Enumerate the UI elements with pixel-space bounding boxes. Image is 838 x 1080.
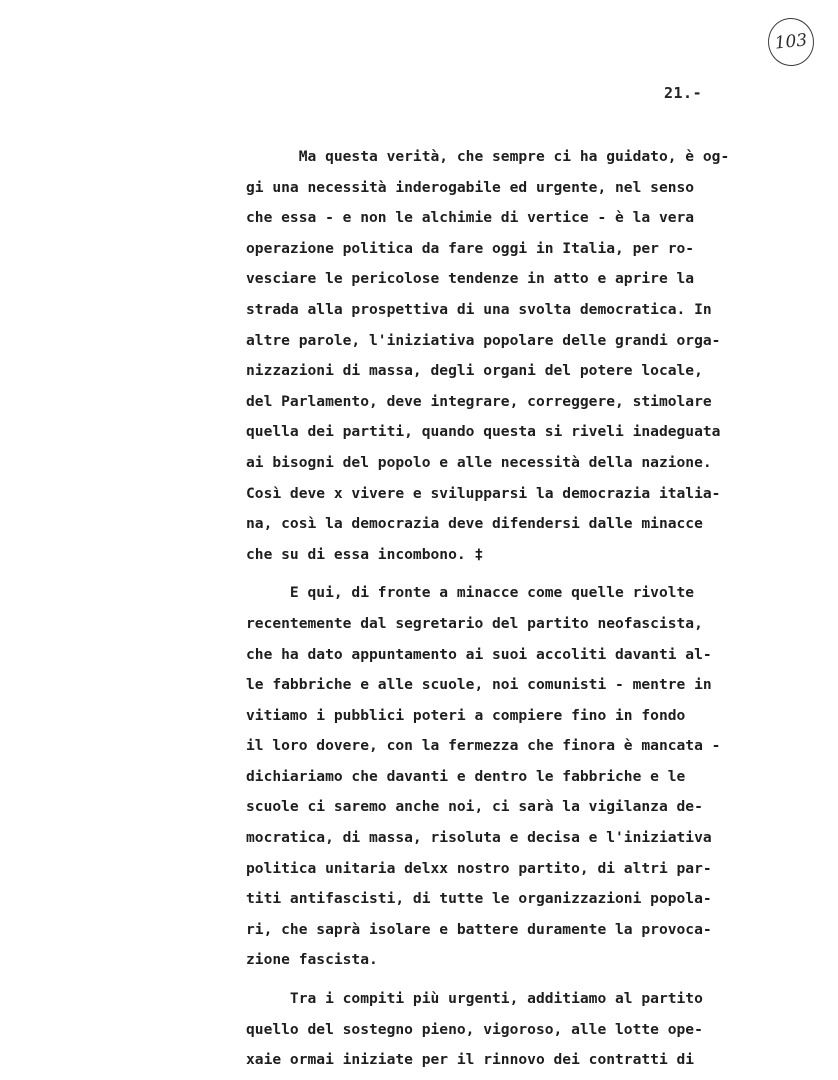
text-line: titi antifascisti, di tutte le organizzazioni popola- [246, 890, 712, 908]
text-line: le fabbriche e alle scuole, noi comunisti - mentre in [246, 676, 712, 694]
text-line: vitiamo i pubblici poteri a compiere fino in fondo [246, 706, 686, 724]
text-line: politica unitaria delxx nostro partito, di altri par- [246, 859, 712, 877]
text-line: ai bisogni del popolo e alle necessità della nazione. [246, 453, 712, 471]
text-line: il loro dovere, con la fermezza che finora è mancata - [246, 737, 721, 755]
text-line: Ma questa verità, che sempre ci ha guidato, è og- [246, 148, 730, 165]
text-line: che su di essa incombono. ‡ [246, 545, 484, 563]
text-line: Così deve x vivere e svilupparsi la democrazia italia- [246, 484, 721, 502]
text-line: operazione politica da fare oggi in Italia, per ro- [246, 239, 695, 257]
text-line: nizzazioni di massa, degli organi del potere locale, [246, 362, 703, 380]
text-line: na, così la democrazia deve difendersi dalle minacce [246, 515, 703, 533]
text-line: altre parole, l'iniziativa popolare delle grandi orga- [246, 331, 721, 349]
archive-page-stamp [766, 16, 817, 69]
page-number: 21.- [664, 84, 703, 102]
text-line: quella dei partiti, quando questa si riveli inadeguata [246, 423, 721, 441]
text-line: xaie ormai iniziate per il rinnovo dei contratti di [246, 1051, 695, 1069]
typewritten-body [246, 142, 806, 1076]
text-line: del Parlamento, deve integrare, correggere, stimolare [246, 392, 712, 410]
text-line: dichiariamo che davanti e dentro le fabbriche e le [246, 767, 686, 785]
archive-page-number: 103 [773, 30, 809, 54]
text-line: recentemente dal segretario del partito neofascista, [246, 614, 703, 632]
text-line: mocratica, di massa, risoluta e decisa e l'iniziativa [246, 829, 712, 847]
text-line: scuole ci saremo anche noi, ci sarà la vigilanza de- [246, 798, 703, 816]
text-line: che ha dato appuntamento ai suoi accoliti davanti al- [246, 645, 712, 663]
text-line: E qui, di fronte a minacce come quelle rivolte [246, 584, 695, 602]
text-line: vesciare le pericolose tendenze in atto e aprire la [246, 270, 695, 288]
text-line: ri, che saprà isolare e battere duramente la provoca- [246, 920, 712, 938]
text-line: che essa - e non le alchimie di vertice - è la vera [246, 209, 695, 227]
text-line: quello del sostegno pieno, vigoroso, alle lotte ope- [246, 1020, 703, 1038]
text-line: strada alla prospettiva di una svolta democratica. In [246, 300, 712, 318]
text-line: zione fascista. [246, 951, 378, 969]
text-line: Tra i compiti più urgenti, additiamo al partito [246, 990, 703, 1008]
text-line: gi una necessità inderogabile ed urgente, nel senso [246, 178, 695, 196]
